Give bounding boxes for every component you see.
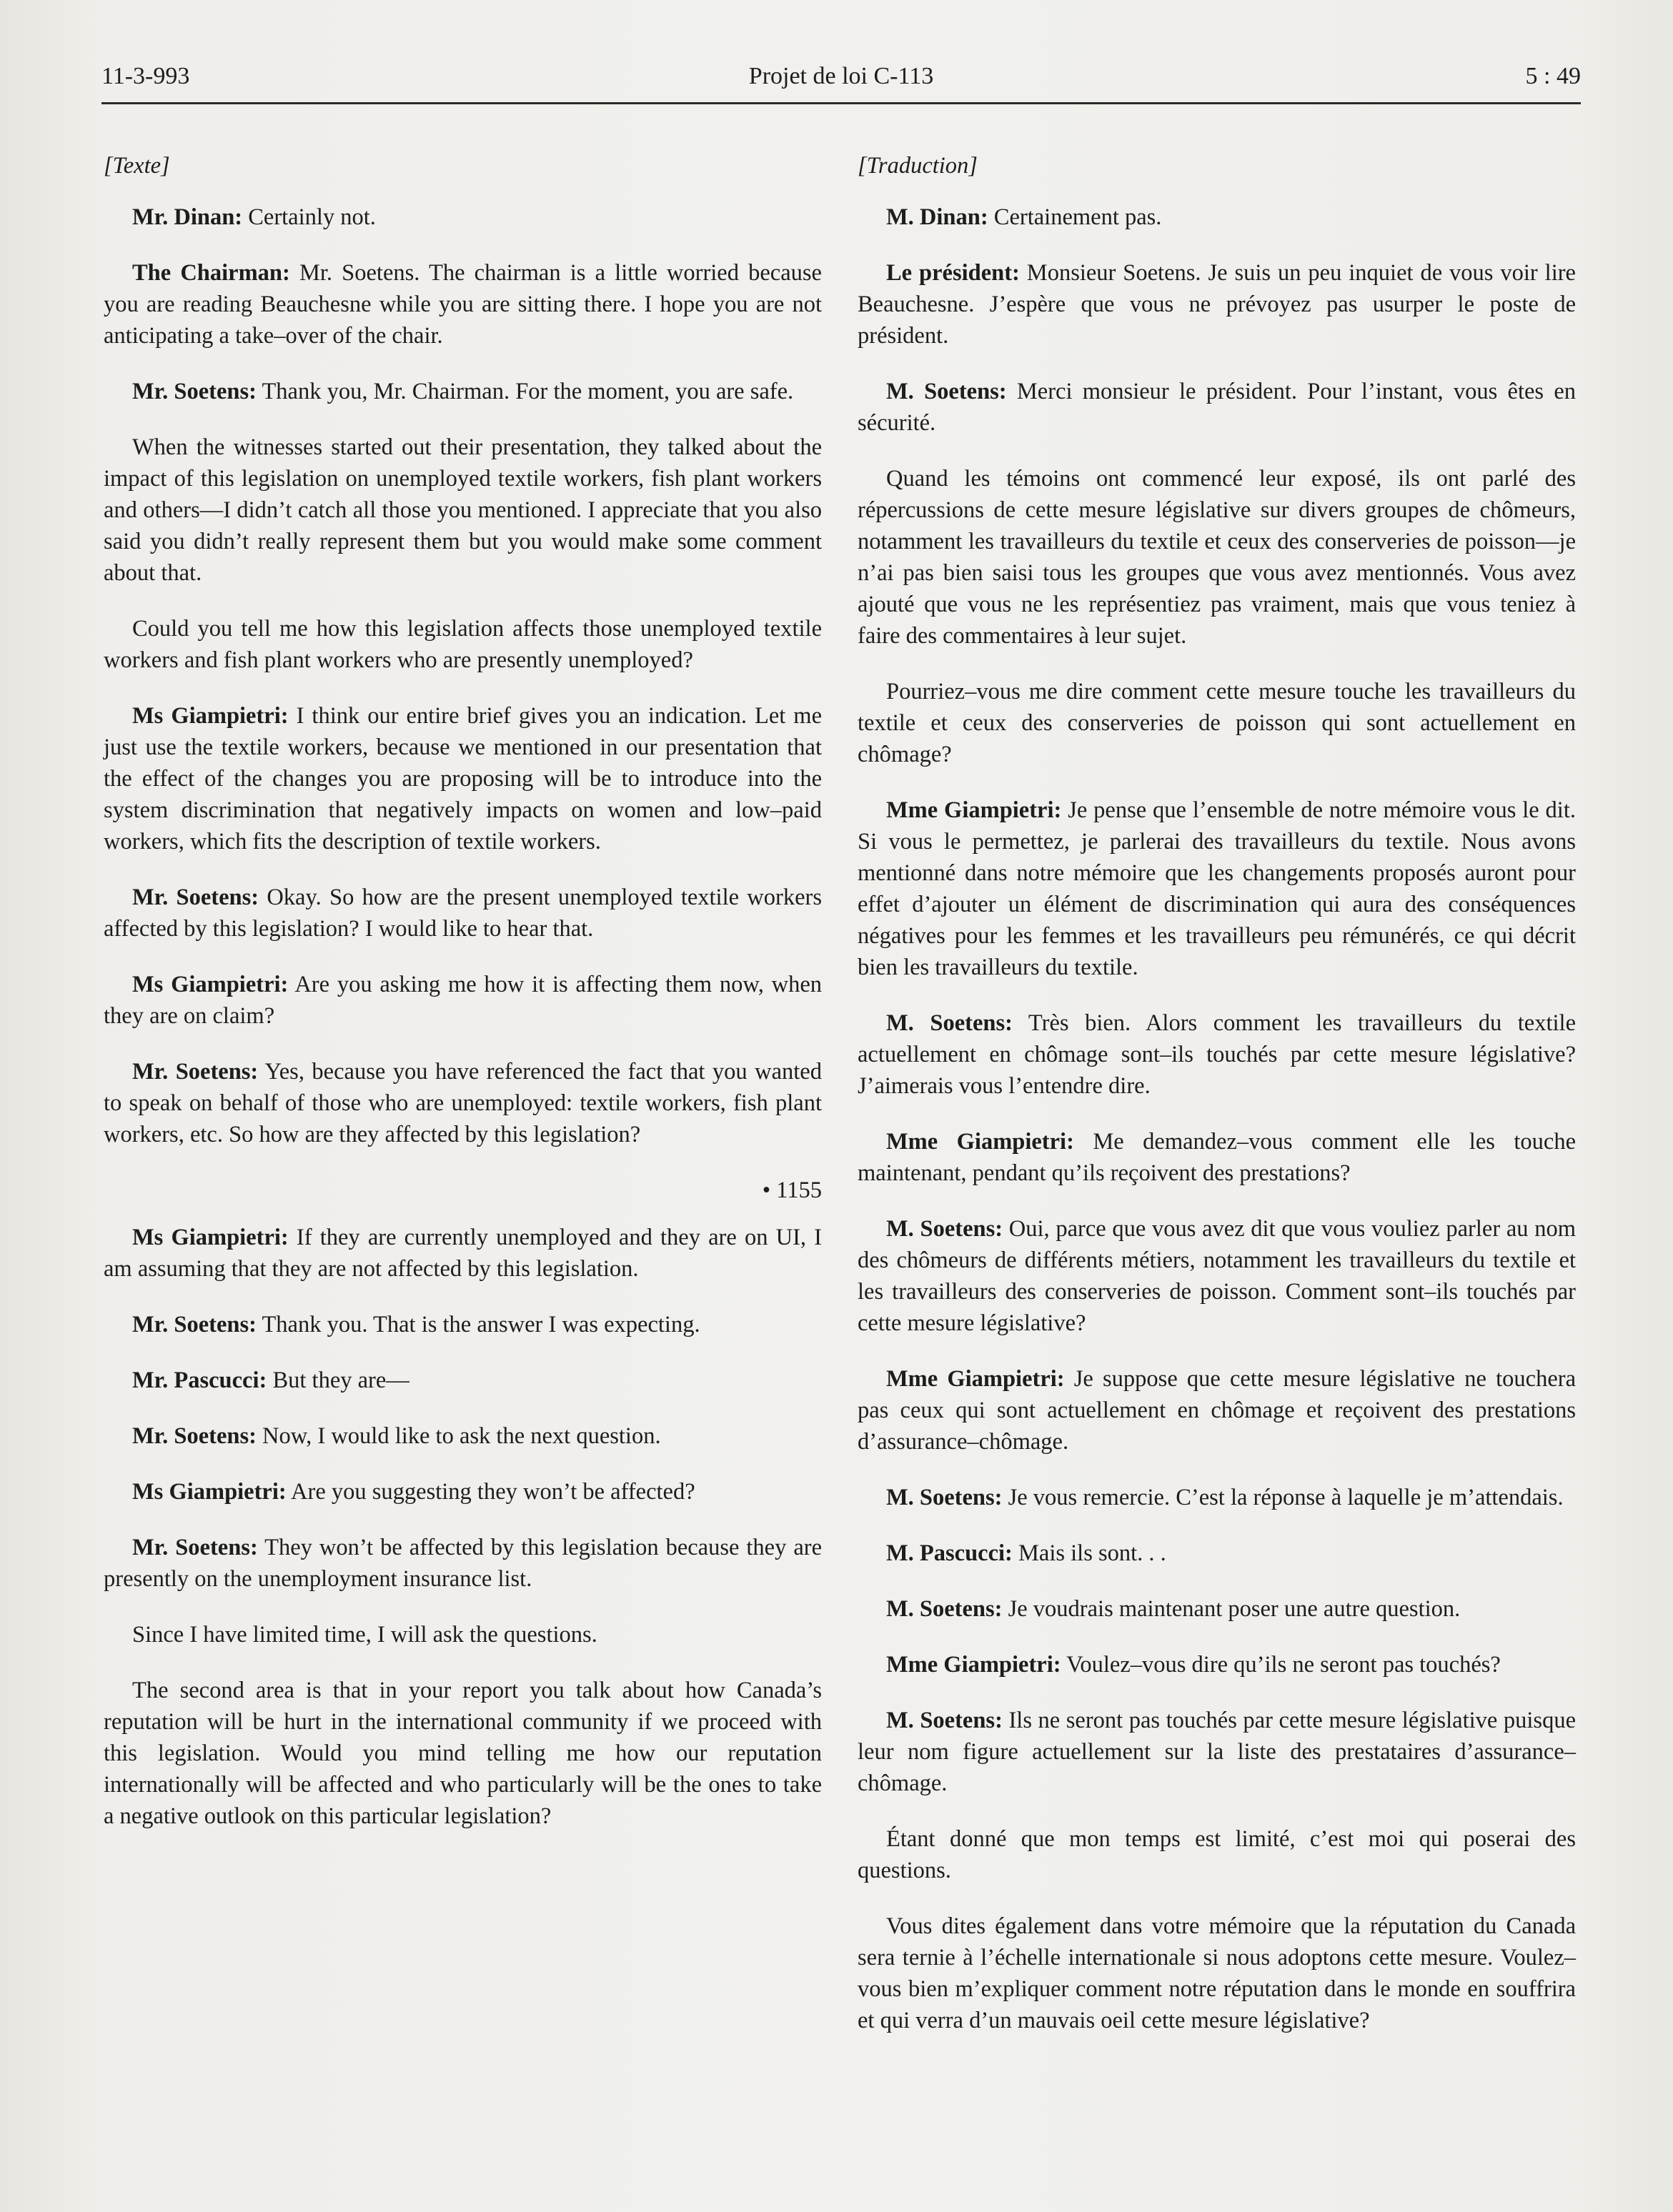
paragraph-text: Vous dites également dans votre mémoire que la réputation du Canada sera ternie à l’échelle internationale si nous adoptons cette mesure. Voulez–vous bien m’expliquer comment notre réputation dans le monde en souffrira et qui verra d’un mauvais oeil cette mesure législative? <box>858 1913 1576 2033</box>
page-header <box>101 63 1581 99</box>
speaker-name: M. Soetens: <box>886 379 1007 404</box>
paragraph-text: The second area is that in your report you talk about how Canada’s reputation will be hurt in the international community if we proceed with this legislation. Would you mind telling me how our reputation internationally will be affected and who particularly will be the ones to take a negative outlook on this particular legislation? <box>104 1678 822 1829</box>
transcript-paragraph <box>858 1593 1576 1625</box>
paragraph-text: Je pense que l’ensemble de notre mémoire vous le dit. Si vous le permettez, je parlerai des travailleurs du textile. Nous avons mentionné dans notre mémoire que les changements proposés auront pour effet d’ajouter un élément de discrimination qui aura des conséquences négatives pour les femmes et les travailleurs peu rémunérés, ce qui décrit bien les travailleurs du textile. <box>858 797 1576 980</box>
transcript-paragraph <box>104 613 822 676</box>
paragraph-text: Now, I would like to ask the next question. <box>256 1423 661 1449</box>
transcript-paragraph <box>858 1126 1576 1189</box>
transcript-paragraph <box>104 376 822 407</box>
speaker-name: Mr. Soetens: <box>132 1312 257 1337</box>
speaker-name: Mr. Soetens: <box>132 1059 259 1085</box>
speaker-name: Mr. Soetens: <box>132 1423 257 1449</box>
transcript-paragraph <box>104 257 822 352</box>
transcript-paragraph <box>858 257 1576 352</box>
speaker-name: M. Soetens: <box>886 1596 1003 1622</box>
speaker-name: Ms Giampietri: <box>132 1479 287 1505</box>
language-tag-french: [Traduction] <box>858 153 978 179</box>
speaker-name: Mr. Soetens: <box>132 379 257 404</box>
transcript-paragraph <box>858 1363 1576 1458</box>
speaker-name: Mr. Soetens: <box>132 885 259 910</box>
speaker-name: Mme Giampietri: <box>886 1129 1074 1155</box>
paragraph-text: Quand les témoins ont commencé leur exposé, ils ont parlé des répercussions de cette mesure législative sur divers groupes de chômeurs, notamment les travailleurs du textile et ceux des conserveries de poisson—je n’ai pas bien saisi tous les groupes que vous avez mentionnés. Vous avez ajouté que vous ne les représentiez pas vraiment, mais que vous teniez à faire des commentaires à leur sujet. <box>858 466 1576 649</box>
paragraph-text: Pourriez–vous me dire comment cette mesure touche les travailleurs du textile et ceux des conserveries de poisson qui sont actuellement en chômage? <box>858 679 1576 767</box>
paragraph-text: Mais ils sont. . . <box>1012 1540 1166 1566</box>
transcript-paragraph <box>858 1705 1576 1799</box>
transcript-paragraph <box>104 1056 822 1150</box>
french-paragraphs <box>858 201 1576 2036</box>
paragraph-text: Are you suggesting they won’t be affected? <box>286 1479 695 1505</box>
english-paragraphs <box>104 201 822 1150</box>
transcript-paragraph <box>104 1365 822 1396</box>
speaker-name: Le président: <box>886 260 1020 286</box>
speaker-name: M. Soetens: <box>886 1485 1003 1510</box>
paragraph-text: Thank you, Mr. Chairman. For the moment, you are safe. <box>256 379 794 404</box>
speaker-name: Mme Giampietri: <box>886 1366 1065 1392</box>
time-marker <box>104 1175 822 1206</box>
speaker-name: M. Pascucci: <box>886 1540 1013 1566</box>
transcript-paragraph <box>104 201 822 233</box>
transcript-paragraph <box>858 1823 1576 1886</box>
speaker-name: Mr. Pascucci: <box>132 1367 267 1393</box>
french-column <box>858 150 1576 2061</box>
transcript-paragraph <box>104 1420 822 1452</box>
paragraph-text: Très bien. Alors comment les travailleurs du textile actuellement en chômage sont–ils touchés par cette mesure législative? J’aimerais vous l’entendre dire. <box>858 1010 1576 1099</box>
transcript-paragraph <box>104 1532 822 1595</box>
header-rule <box>101 102 1581 104</box>
paragraph-text: Merci monsieur le président. Pour l’instant, vous êtes en sécurité. <box>858 379 1577 436</box>
paragraph-text: Since I have limited time, I will ask the questions. <box>132 1622 597 1648</box>
transcript-paragraph <box>858 1538 1576 1569</box>
header-title: Projet de loi C-113 <box>748 63 934 89</box>
paragraph-text: Yes, because you have referenced the fact that you wanted to speak on behalf of those who are unemployed: textile workers, fish plant workers, etc. So how are they affected by this legislation? <box>104 1059 822 1147</box>
transcript-paragraph <box>104 882 822 945</box>
paragraph-text: Voulez–vous dire qu’ils ne seront pas touchés? <box>1061 1652 1501 1678</box>
transcript-paragraph <box>104 1309 822 1340</box>
paragraph-text: Certainly not. <box>242 204 376 230</box>
transcript-paragraph <box>104 432 822 589</box>
paragraph-text: Me demandez–vous comment elle les touche maintenant, pendant qu’ils reçoivent des prestations? <box>858 1129 1576 1186</box>
speaker-name: M. Soetens: <box>886 1216 1003 1242</box>
transcript-paragraph <box>104 969 822 1032</box>
paragraph-text: When the witnesses started out their presentation, they talked about the impact of this legislation on unemployed textile workers, fish plant workers and others—I didn’t catch all those you mentioned. I appreciate that you also said you didn’t really represent them but you would make some comment about that. <box>104 434 822 586</box>
transcript-paragraph <box>104 1675 822 1832</box>
paragraph-text: I think our entire brief gives you an indication. Let me just use the textile workers, because we mentioned in our presentation that the effect of the changes you are proposing will be to introduce into the system discrimination that negatively impacts on women and low–paid workers, which fits the description of textile workers. <box>104 703 822 855</box>
paragraph-text: Étant donné que mon temps est limité, c’est moi qui poserai des questions. <box>858 1826 1576 1883</box>
speaker-name: Ms Giampietri: <box>132 972 289 997</box>
header-page-ref: 5 : 49 <box>1525 63 1581 89</box>
speaker-name: Mme Giampietri: <box>886 1652 1061 1678</box>
paragraph-text: Ils ne seront pas touchés par cette mesure législative puisque leur nom figure actuellement sur la liste des prestataires d’assurance–chômage. <box>858 1708 1577 1796</box>
transcript-paragraph <box>858 676 1576 770</box>
transcript-paragraph <box>858 1482 1576 1513</box>
transcript-paragraph <box>104 1222 822 1285</box>
paragraph-text: Monsieur Soetens. Je suis un peu inquiet de vous voir lire Beauchesne. J’espère que vous ne prévoyez pas usurper le poste de président. <box>858 260 1576 349</box>
paragraph-text: They won’t be affected by this legislation because they are presently on the unemployment insurance list. <box>104 1535 822 1592</box>
transcript-paragraph <box>104 700 822 857</box>
paragraph-text: Je vous remercie. C’est la réponse à laquelle je m’attendais. <box>1002 1485 1564 1510</box>
header-date: 11-3-993 <box>101 63 190 89</box>
transcript-paragraph <box>858 1910 1576 2036</box>
transcript-paragraph <box>858 376 1576 439</box>
paragraph-text: Are you asking me how it is affecting them now, when they are on claim? <box>104 972 822 1029</box>
paragraph-text: But they are— <box>267 1367 409 1393</box>
speaker-name: Mr. Soetens: <box>132 1535 258 1560</box>
paragraph-text: If they are currently unemployed and they are on UI, I am assuming that they are not affected by this legislation. <box>104 1225 822 1282</box>
speaker-name: M. Soetens: <box>886 1010 1013 1036</box>
transcript-paragraph <box>104 1619 822 1650</box>
speaker-name: Ms Giampietri: <box>132 703 289 729</box>
speaker-name: Ms Giampietri: <box>132 1225 289 1250</box>
transcript-paragraph <box>858 1213 1576 1339</box>
language-tag-english: [Texte] <box>104 153 170 179</box>
transcript-paragraph <box>858 201 1576 233</box>
english-paragraphs-continued <box>104 1222 822 1832</box>
paragraph-text: Thank you. That is the answer I was expecting. <box>256 1312 700 1337</box>
transcript-paragraph <box>858 1649 1576 1680</box>
transcript-paragraph <box>858 794 1576 983</box>
paragraph-text: Oui, parce que vous avez dit que vous vouliez parler au nom des chômeurs de différents métiers, notamment les travailleurs du textile et les travailleurs des conserveries de poisson. Comment sont–ils touchés par cette mesure législative? <box>858 1216 1577 1336</box>
speaker-name: M. Dinan: <box>886 204 988 230</box>
paragraph-text: Could you tell me how this legislation affects those unemployed textile workers and fish plant workers who are presently unemployed? <box>104 616 822 673</box>
paragraph-text: Mr. Soetens. The chairman is a little worried because you are reading Beauchesne while you are sitting there. I hope you are not anticipating a take–over of the chair. <box>104 260 822 349</box>
transcript-paragraph <box>858 1007 1576 1102</box>
speaker-name: M. Soetens: <box>886 1708 1003 1733</box>
time-marker-text: • 1155 <box>762 1177 822 1203</box>
transcript-paragraph <box>104 1476 822 1508</box>
speaker-name: Mme Giampietri: <box>886 797 1062 823</box>
transcript-paragraph <box>858 463 1576 652</box>
paragraph-text: Okay. So how are the present unemployed textile workers affected by this legislation? I would like to hear that. <box>104 885 822 942</box>
paragraph-text: Je suppose que cette mesure législative ne touchera pas ceux qui sont actuellement en chômage et reçoivent des prestations d’assurance–chômage. <box>858 1366 1576 1455</box>
paragraph-text: Je voudrais maintenant poser une autre question. <box>1002 1596 1461 1622</box>
english-column <box>104 150 822 1856</box>
speaker-name: The Chairman: <box>132 260 290 286</box>
paragraph-text: Certainement pas. <box>988 204 1162 230</box>
speaker-name: Mr. Dinan: <box>132 204 243 230</box>
